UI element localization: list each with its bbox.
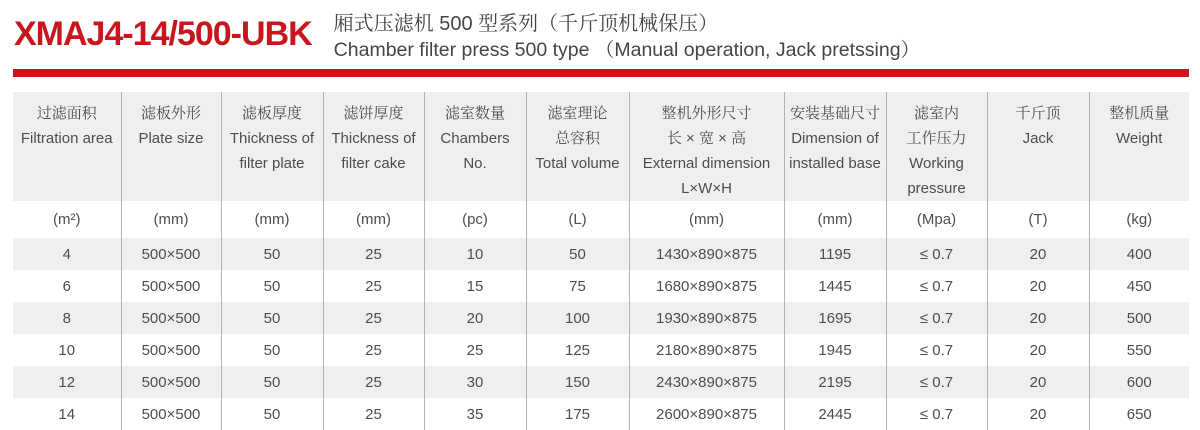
table-cell-external-dimension: 1680×890×875: [629, 270, 784, 302]
table-cell-weight: 450: [1089, 270, 1189, 302]
column-header-filtration-area: [13, 92, 121, 201]
units-row: [13, 201, 1189, 238]
table-cell-chambers-no: 30: [424, 366, 526, 398]
unit-cell-plate-size: (mm): [121, 201, 221, 238]
column-header-line: 工作压力: [906, 130, 967, 147]
table-cell-cake-thickness: 25: [323, 302, 424, 334]
header-row: [13, 92, 1189, 201]
column-header-line: L×W×H: [681, 180, 732, 197]
column-header-line: 滤板厚度: [241, 105, 302, 122]
table-cell-external-dimension: 2430×890×875: [629, 366, 784, 398]
column-header-line: 千斤顶: [1015, 105, 1061, 122]
table-row: [13, 238, 1189, 270]
unit-cell-chambers-no: (pc): [424, 201, 526, 238]
table-cell-total-volume: 75: [526, 270, 629, 302]
column-header-line: filter cake: [341, 155, 406, 172]
table-cell-cake-thickness: 25: [323, 238, 424, 270]
unit-cell-installed-base: (mm): [784, 201, 886, 238]
table-cell-installed-base: 1695: [784, 302, 886, 334]
column-header-line: installed base: [789, 155, 881, 172]
table-cell-working-pressure: ≤ 0.7: [886, 302, 987, 334]
unit-cell-plate-thickness: (mm): [221, 201, 323, 238]
table-cell-working-pressure: ≤ 0.7: [886, 334, 987, 366]
table-cell-chambers-no: 25: [424, 334, 526, 366]
table-cell-plate-size: 500×500: [121, 270, 221, 302]
table-cell-plate-thickness: 50: [221, 238, 323, 270]
column-header-line: 滤室数量: [444, 105, 505, 122]
table-cell-plate-size: 500×500: [121, 398, 221, 430]
table-cell-cake-thickness: 25: [323, 270, 424, 302]
table-cell-total-volume: 100: [526, 302, 629, 334]
unit-cell-jack: (T): [987, 201, 1089, 238]
table-cell-jack: 20: [987, 270, 1089, 302]
table-cell-jack: 20: [987, 302, 1089, 334]
table-cell-plate-thickness: 50: [221, 302, 323, 334]
column-header-plate-size: [121, 92, 221, 201]
column-header-chambers-no: [424, 92, 526, 201]
table-cell-total-volume: 125: [526, 334, 629, 366]
table-cell-working-pressure: ≤ 0.7: [886, 366, 987, 398]
table-cell-total-volume: 150: [526, 366, 629, 398]
column-header-line: 滤室内: [913, 105, 959, 122]
table-row: [13, 366, 1189, 398]
table-cell-external-dimension: 2600×890×875: [629, 398, 784, 430]
column-header-line: Filtration area: [20, 130, 113, 147]
column-header-line: 过滤面积: [36, 105, 97, 122]
table-cell-plate-size: 500×500: [121, 334, 221, 366]
table-cell-plate-thickness: 50: [221, 366, 323, 398]
column-header-line: Dimension of: [791, 130, 879, 147]
unit-cell-working-pressure: (Mpa): [886, 201, 987, 238]
table-cell-jack: 20: [987, 366, 1089, 398]
column-header-external-dimension: [629, 92, 784, 201]
table-cell-external-dimension: 1930×890×875: [629, 302, 784, 334]
column-header-line: External dimension: [642, 155, 771, 172]
column-header-line: 滤饼厚度: [343, 105, 404, 122]
table-cell-weight: 500: [1089, 302, 1189, 334]
table-cell-external-dimension: 2180×890×875: [629, 334, 784, 366]
column-header-line: Total volume: [535, 155, 620, 172]
table-row: [13, 302, 1189, 334]
table-cell-filtration-area: 12: [13, 366, 121, 398]
table-cell-external-dimension: 1430×890×875: [629, 238, 784, 270]
column-header-line: 滤室理论: [547, 105, 608, 122]
table-cell-weight: 600: [1089, 366, 1189, 398]
table-cell-working-pressure: ≤ 0.7: [886, 270, 987, 302]
unit-cell-external-dimension: (mm): [629, 201, 784, 238]
column-header-cake-thickness: [323, 92, 424, 201]
table-cell-chambers-no: 15: [424, 270, 526, 302]
table-cell-filtration-area: 10: [13, 334, 121, 366]
table-cell-chambers-no: 20: [424, 302, 526, 334]
column-header-line: Jack: [1022, 130, 1054, 147]
column-header-line: Working: [909, 155, 964, 172]
column-header-line: 整机质量: [1109, 105, 1170, 122]
spec-table-body: [13, 238, 1189, 430]
table-cell-plate-size: 500×500: [121, 366, 221, 398]
column-header-line: 总容积: [554, 130, 600, 147]
model-title: XMAJ4-14/500-UBK: [14, 15, 312, 53]
table-cell-cake-thickness: 25: [323, 366, 424, 398]
spec-table-head: [13, 92, 1189, 238]
column-header-line: 长 × 宽 × 高: [666, 130, 747, 147]
unit-cell-filtration-area: (m²): [13, 201, 121, 238]
column-header-line: 安装基础尺寸: [789, 105, 880, 122]
unit-cell-cake-thickness: (mm): [323, 201, 424, 238]
table-cell-working-pressure: ≤ 0.7: [886, 398, 987, 430]
column-header-total-volume: [526, 92, 629, 201]
column-header-line: pressure: [907, 180, 966, 197]
table-row: [13, 270, 1189, 302]
spec-table: [13, 92, 1189, 430]
series-title-en: Chamber filter press 500 type （Manual operation, Jack pretssing）: [333, 39, 921, 61]
table-cell-installed-base: 2445: [784, 398, 886, 430]
table-row: [13, 398, 1189, 430]
column-header-line: Weight: [1116, 130, 1163, 147]
column-header-line: 滤板外形: [140, 105, 201, 122]
column-header-working-pressure: [886, 92, 987, 201]
table-cell-jack: 20: [987, 238, 1089, 270]
table-cell-chambers-no: 35: [424, 398, 526, 430]
table-row: [13, 334, 1189, 366]
table-cell-weight: 550: [1089, 334, 1189, 366]
table-cell-installed-base: 1945: [784, 334, 886, 366]
column-header-installed-base: [784, 92, 886, 201]
red-divider-bar: [13, 69, 1189, 77]
table-cell-cake-thickness: 25: [323, 334, 424, 366]
subtitle-block: [334, 11, 920, 63]
table-cell-installed-base: 1445: [784, 270, 886, 302]
titlebar: [0, 0, 1200, 64]
table-cell-weight: 400: [1089, 238, 1189, 270]
column-header-jack: [987, 92, 1089, 201]
column-header-line: filter plate: [239, 155, 305, 172]
table-cell-plate-thickness: 50: [221, 398, 323, 430]
table-cell-cake-thickness: 25: [323, 398, 424, 430]
column-header-line: 整机外形尺寸: [661, 105, 752, 122]
column-header-line: Thickness of: [229, 130, 315, 147]
column-header-line: Plate size: [138, 130, 204, 147]
column-header-plate-thickness: [221, 92, 323, 201]
table-cell-filtration-area: 14: [13, 398, 121, 430]
table-cell-plate-size: 500×500: [121, 302, 221, 334]
table-cell-jack: 20: [987, 334, 1089, 366]
unit-cell-weight: (kg): [1089, 201, 1189, 238]
table-cell-jack: 20: [987, 398, 1089, 430]
column-header-line: No.: [463, 155, 487, 172]
table-cell-total-volume: 175: [526, 398, 629, 430]
series-title-zh: 厢式压滤机 500 型系列（千斤顶机械保压）: [333, 13, 719, 35]
table-cell-filtration-area: 6: [13, 270, 121, 302]
table-cell-plate-size: 500×500: [121, 238, 221, 270]
table-cell-filtration-area: 8: [13, 302, 121, 334]
column-header-line: Chambers: [440, 130, 510, 147]
table-cell-working-pressure: ≤ 0.7: [886, 238, 987, 270]
unit-cell-total-volume: (L): [526, 201, 629, 238]
table-cell-total-volume: 50: [526, 238, 629, 270]
table-cell-chambers-no: 10: [424, 238, 526, 270]
table-cell-plate-thickness: 50: [221, 334, 323, 366]
table-cell-installed-base: 2195: [784, 366, 886, 398]
column-header-weight: [1089, 92, 1189, 201]
table-cell-weight: 650: [1089, 398, 1189, 430]
table-cell-filtration-area: 4: [13, 238, 121, 270]
table-cell-installed-base: 1195: [784, 238, 886, 270]
table-cell-plate-thickness: 50: [221, 270, 323, 302]
column-header-line: Thickness of: [331, 130, 416, 147]
